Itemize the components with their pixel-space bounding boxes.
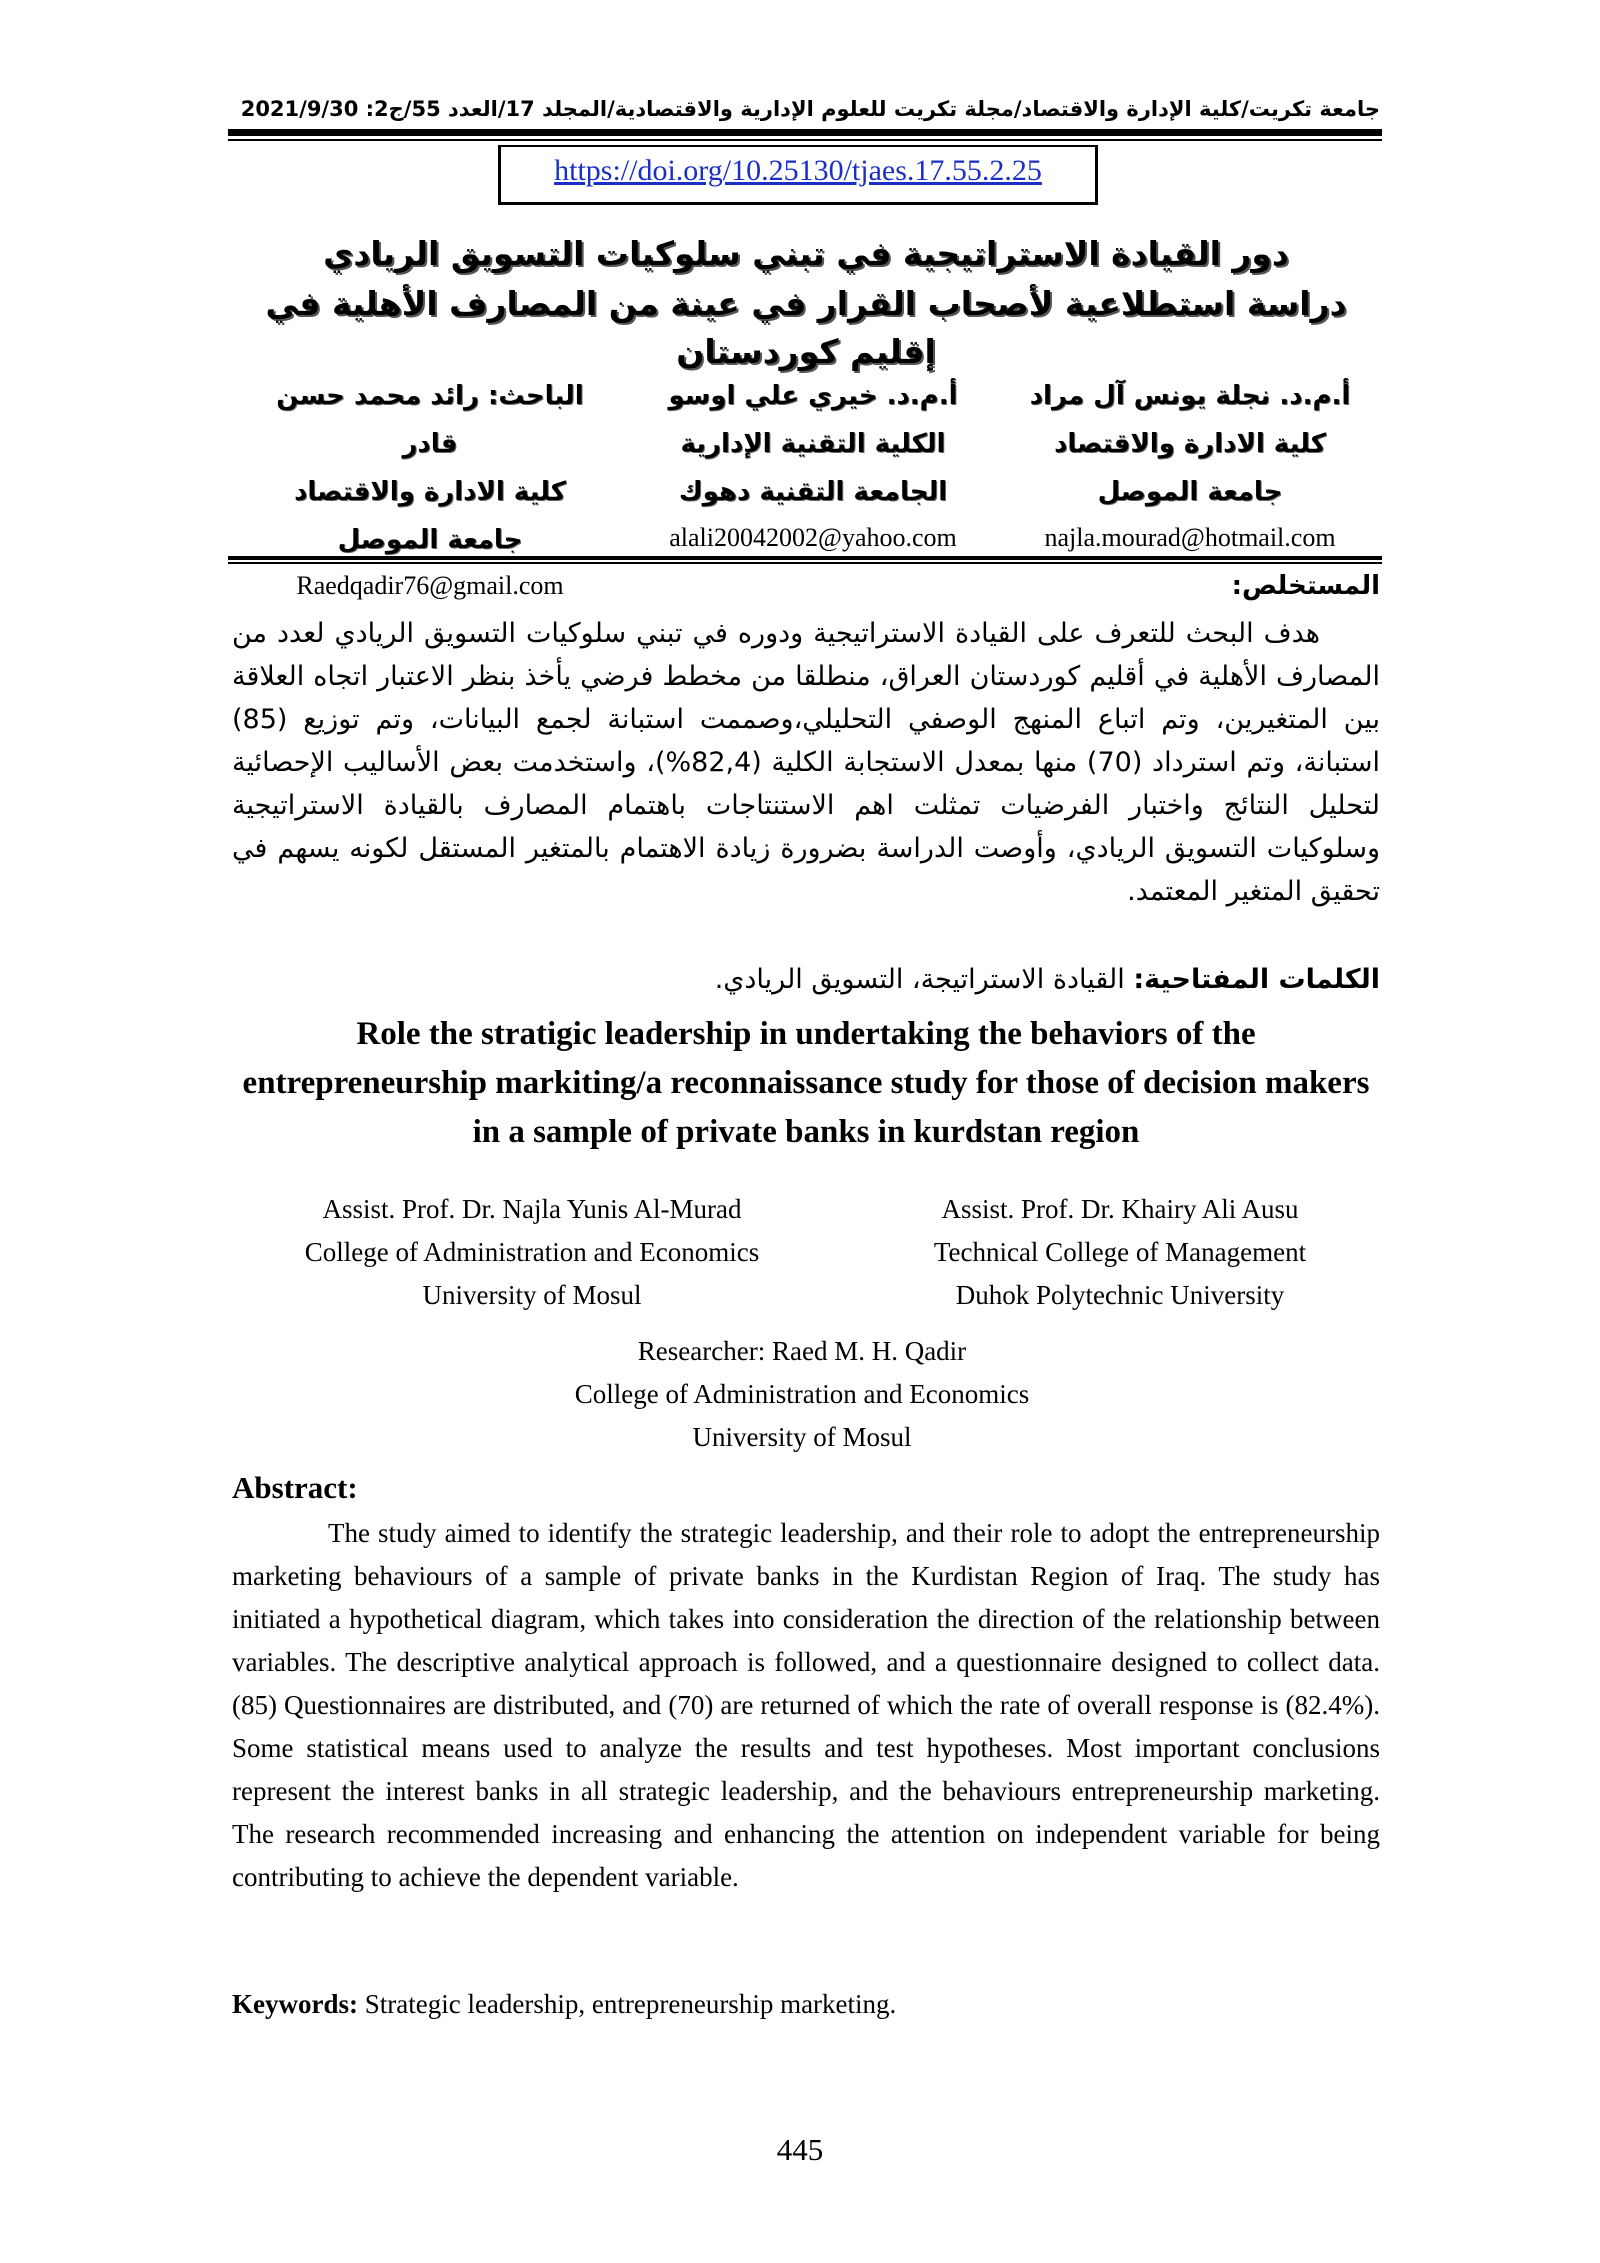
author-university: الجامعة التقنية دهوك — [678, 477, 948, 507]
author-name: Researcher: Raed M. H. Qadir — [637, 1336, 967, 1366]
english-keywords-value: Strategic leadership, entrepreneurship marketing. — [357, 1989, 897, 2019]
author-college: كلية الادارة والاقتصاد — [1054, 429, 1326, 459]
arabic-keywords-value: القيادة الاستراتيجة، التسويق الريادي. — [714, 964, 1134, 995]
doi-link[interactable]: https://doi.org/10.25130/tjaes.17.55.2.25 — [554, 154, 1042, 187]
author-email[interactable]: alali20042002@yahoo.com — [669, 523, 957, 552]
author-university: جامعة الموصل — [1097, 477, 1283, 507]
authors-rule-thin — [228, 562, 1382, 564]
english-author-2 — [860, 1188, 1380, 1317]
author-email[interactable]: najla.mourad@hotmail.com — [1044, 523, 1336, 552]
arabic-author-2 — [633, 372, 993, 558]
author-college: الكلية التقنية الإدارية — [680, 429, 946, 459]
running-head: جامعة تكريت/كلية الإدارة والاقتصاد/مجلة تكريت للعلوم الإدارية والاقتصادية/المجلد 17/العدد 55/ج2: 2021/9/30 — [240, 97, 1380, 121]
english-keywords — [232, 1984, 1380, 2024]
english-author-3 — [432, 1330, 1172, 1459]
author-email[interactable]: Raedqadir76@gmail.com — [296, 571, 564, 600]
author-college: كلية الادارة والاقتصاد — [294, 477, 566, 507]
arabic-author-1 — [1010, 372, 1370, 558]
author-name: أ.م.د. خيري علي اوسو — [668, 381, 958, 411]
arabic-title-line-1: دور القيادة الاستراتيجية في تبني سلوكيات التسويق الريادي — [323, 234, 1289, 273]
authors-rule-thick — [228, 556, 1382, 560]
english-keywords-label: Keywords: — [232, 1989, 358, 2019]
header-rule-thin — [228, 139, 1382, 141]
author-university: Duhok Polytechnic University — [955, 1280, 1285, 1310]
author-college: College of Administration and Economics — [304, 1237, 760, 1267]
arabic-abstract-text: هدف البحث للتعرف على القيادة الاستراتيجية ودوره في تبني سلوكيات التسويق الريادي لعدد من المصارف الأهلية في أقليم كوردستان العراق، منطلقا من مخطط فرضي يأخذ بنظر الاعتبار اتجاه العلاقة بين المتغيرين، وتم اتباع المنهج الوصفي التحليلي،وصممت استبانة لجمع البيانات، وتم توزيع (85) استبانة، وتم استرداد (70) منها بمعدل الاستجابة الكلية (82,4%)، واستخدمت بعض الأساليب الإحصائية لتحليل النتائج واختبار الفرضيات تمثلت اهم الاستنتاجات باهتمام المصارف بالقيادة الاستراتيجية وسلوكيات التسويق الريادي، وأوصت الدراسة بضرورة زيادة الاهتمام بالمتغير المستقل لكونه يسهم في تحقيق المتغير المعتمد. — [232, 618, 1381, 907]
arabic-abstract-heading: المستخلص: — [1231, 571, 1380, 601]
author-name: Assist. Prof. Dr. Najla Yunis Al-Murad — [322, 1194, 742, 1224]
english-abstract-heading: Abstract: — [232, 1470, 358, 1505]
english-abstract-body: The study aimed to identify the strategic leadership, and their role to adopt the entrepreneurship marketing behaviours of a sample of private banks in the Kurdistan Region of Iraq. The study has initiated a hypothetical diagram, which takes into consideration the direction of the relationship between variables. The descriptive analytical approach is followed, and a questionnaire designed to collect data. (85) Questionnaires are distributed, and (70) are returned of which the rate of overall response is (82.4%). Some statistical means used to analyze the results and test hypotheses. Most important conclusions represent the interest banks in all strategic leadership, and the behaviours entrepreneurship marketing. The research recommended increasing and enhancing the attention on independent variable for being contributing to achieve the dependent variable. — [232, 1518, 1380, 1892]
author-university: جامعة الموصل — [337, 525, 523, 555]
arabic-abstract-body — [232, 612, 1380, 913]
author-name: Assist. Prof. Dr. Khairy Ali Ausu — [941, 1194, 1299, 1224]
arabic-keywords-label: الكلمات المفتاحية: — [1133, 964, 1380, 995]
doi-box — [498, 145, 1098, 205]
author-college: Technical College of Management — [933, 1237, 1307, 1267]
english-title: Role the stratigic leadership in undertaking the behaviors of the entrepreneurship markiting/a reconnaissance study for those of decision makers in a sample of private banks in kurdstan region — [242, 1016, 1370, 1150]
author-university: University of Mosul — [422, 1280, 642, 1310]
author-university: University of Mosul — [692, 1422, 912, 1452]
arabic-keywords — [232, 960, 1380, 1000]
header-rule-thick — [228, 129, 1382, 136]
author-name: أ.م.د. نجلة يونس آل مراد — [1029, 381, 1351, 411]
english-author-1 — [232, 1188, 832, 1317]
page-number: 445 — [776, 2132, 824, 2167]
author-name: الباحث: رائد محمد حسن قادر — [276, 381, 584, 459]
author-college: College of Administration and Economics — [574, 1379, 1030, 1409]
arabic-title-line-2: دراسة استطلاعية لأصحاب القرار في عينة من المصارف الأهلية في إقليم كوردستان — [265, 284, 1347, 371]
